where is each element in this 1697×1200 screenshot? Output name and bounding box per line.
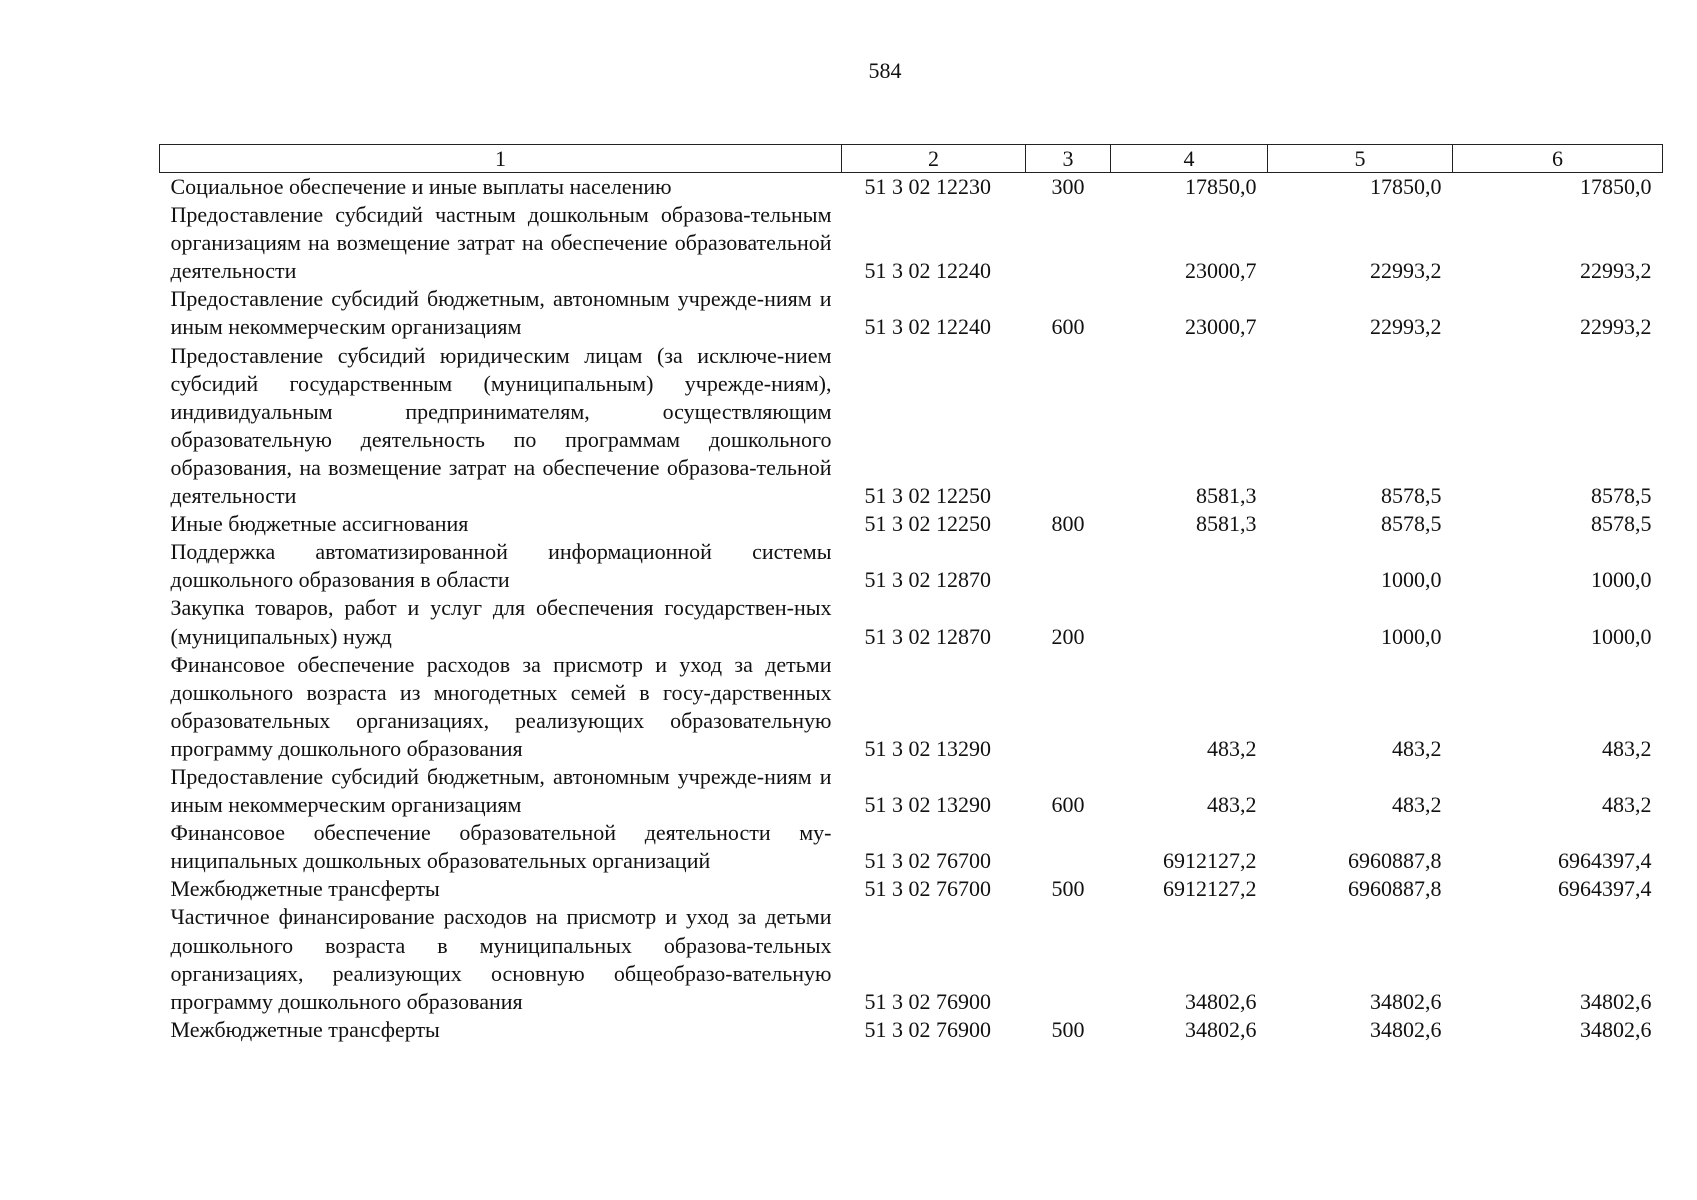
row-expense-type: 500 [1051,876,1085,902]
table-row [160,875,1663,903]
row-amount-col5: 34802,6 [1370,988,1442,1014]
row-amount-col6: 8578,5 [1591,511,1652,537]
table-body [160,173,1663,1044]
row-amount-col4: 17850,0 [1185,174,1257,199]
row-amount-col4: 6912127,2 [1163,848,1257,874]
row-amount-col4: 6912127,2 [1163,876,1257,902]
row-amount-col6: 22993,2 [1580,314,1652,340]
row-name: Иные бюджетные ассигнования [170,511,469,537]
row-amount-col4: 23000,7 [1185,314,1257,340]
row-name: Предоставление субсидий частным дошкольным образова-тельным организациям на возмещение затрат на обеспечение образовательной деятельности [170,202,832,284]
row-amount-col6: 22993,2 [1580,258,1652,284]
row-code: 51 3 02 12240 [864,258,991,284]
row-expense-type: 600 [1051,792,1085,818]
row-code: 51 3 02 12250 [864,483,991,509]
row-amount-col4: 8581,3 [1196,511,1257,537]
row-name: Межбюджетные трансферты [170,876,440,902]
table-row [160,173,1663,202]
table-row [160,342,1663,511]
column-header-2: 2 [842,145,1026,173]
row-name: Финансовое обеспечение образовательной деятельности му-ниципальных дошкольных образовательных организаций [170,820,832,874]
row-code: 51 3 02 12230 [864,174,991,199]
table-row [160,594,1663,650]
row-expense-type: 800 [1051,511,1085,537]
row-amount-col5: 22993,2 [1370,314,1442,340]
column-header-6: 6 [1453,145,1663,173]
column-header-1: 1 [160,145,842,173]
row-code: 51 3 02 13290 [864,735,991,761]
row-amount-col5: 22993,2 [1370,258,1442,284]
table-row [160,285,1663,341]
row-amount-col5: 8578,5 [1381,483,1442,509]
row-amount-col5: 17850,0 [1370,174,1442,199]
row-amount-col4: 34802,6 [1185,1016,1257,1042]
row-expense-type: 300 [1051,174,1085,199]
row-code: 51 3 02 76900 [864,988,991,1014]
row-expense-type [1026,651,1111,763]
row-amount-col5: 6960887,8 [1348,848,1442,874]
row-code: 51 3 02 76700 [864,876,991,902]
row-amount-col4: 34802,6 [1185,988,1257,1014]
column-header-3: 3 [1026,145,1111,173]
row-amount-col6: 34802,6 [1580,1016,1652,1042]
row-code: 51 3 02 12870 [864,567,991,593]
row-amount-col5: 483,2 [1392,792,1442,818]
row-name: Финансовое обеспечение расходов за присмотр и уход за детьми дошкольного возраста из многодетных семей в госу-дарственных образовательных организациях, реализующих образовательную программу дошкольного образования [170,651,832,761]
row-name: Предоставление субсидий бюджетным, автономным учрежде-ниям и иным некоммерческим организациям [170,286,832,340]
row-amount-col5: 34802,6 [1370,1016,1442,1042]
header-row [160,145,1663,173]
row-expense-type: 500 [1051,1016,1085,1042]
row-amount-col4 [1111,538,1268,594]
row-code: 51 3 02 13290 [864,792,991,818]
row-amount-col5: 6960887,8 [1348,876,1442,902]
row-expense-type [1026,342,1111,511]
row-amount-col4: 8581,3 [1196,483,1257,509]
row-amount-col6: 483,2 [1602,735,1652,761]
row-amount-col4 [1111,594,1268,650]
row-name: Межбюджетные трансферты [170,1016,440,1042]
row-name: Предоставление субсидий юридическим лицам (за исключе-нием субсидий государственным (муниципальным) учрежде-ниям), индивидуальным предпринимателям, осуществляющим образовательную деятельность по программам дошкольного образования, на возмещение затрат на обеспечение образова-тельной деятельности [170,342,832,509]
row-amount-col5: 483,2 [1392,735,1442,761]
table-row [160,510,1663,538]
row-amount-col6: 483,2 [1602,792,1652,818]
row-name: Социальное обеспечение и иные выплаты населению [170,174,672,199]
table-row [160,819,1663,875]
table-row [160,201,1663,285]
row-amount-col5: 1000,0 [1381,623,1442,649]
row-code: 51 3 02 76900 [864,1016,991,1042]
table-row [160,763,1663,819]
row-code: 51 3 02 12870 [864,623,991,649]
row-expense-type [1026,201,1111,285]
row-amount-col4: 23000,7 [1185,258,1257,284]
row-amount-col5: 8578,5 [1381,511,1442,537]
row-code: 51 3 02 12250 [864,511,991,537]
table-row [160,903,1663,1015]
row-expense-type [1026,819,1111,875]
row-name: Частичное финансирование расходов на присмотр и уход за детьми дошкольного возраста в муниципальных образова-тельных организациях, реализующих основную общеобразо-вательную программу дошкольного образования [170,904,832,1014]
row-code: 51 3 02 76700 [864,848,991,874]
row-amount-col6: 17850,0 [1580,174,1652,199]
row-amount-col6: 8578,5 [1591,483,1652,509]
row-amount-col6: 6964397,4 [1558,876,1652,902]
table-row [160,651,1663,763]
row-name: Предоставление субсидий бюджетным, автономным учрежде-ниям и иным некоммерческим организациям [170,763,832,818]
row-amount-col4: 483,2 [1207,792,1257,818]
row-amount-col6: 6964397,4 [1558,848,1652,874]
table-row [160,1016,1663,1044]
row-amount-col6: 34802,6 [1580,988,1652,1014]
budget-table [159,144,1663,1044]
row-amount-col4: 483,2 [1207,735,1257,761]
column-header-4: 4 [1111,145,1268,173]
row-amount-col6: 1000,0 [1591,623,1652,649]
row-amount-col6: 1000,0 [1591,567,1652,593]
column-header-5: 5 [1268,145,1453,173]
row-name: Закупка товаров, работ и услуг для обеспечения государствен-ных (муниципальных) нужд [170,595,832,649]
row-expense-type: 600 [1051,314,1085,340]
row-amount-col5: 1000,0 [1381,567,1442,593]
row-name: Поддержка автоматизированной информационной системы дошкольного образования в области [170,539,832,593]
row-expense-type: 200 [1051,623,1085,649]
page-number: 584 [868,58,902,83]
row-expense-type [1026,903,1111,1015]
table-row [160,538,1663,594]
row-expense-type [1026,538,1111,594]
row-code: 51 3 02 12240 [864,314,991,340]
